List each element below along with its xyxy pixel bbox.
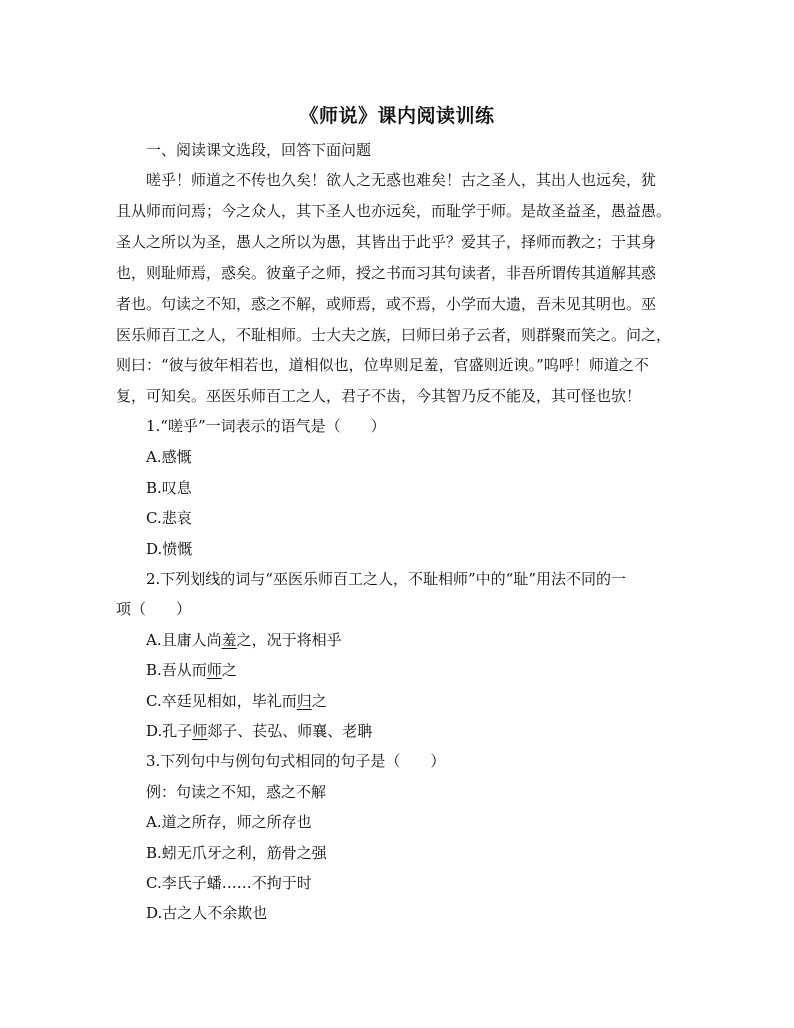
question-2-stem-line-2: 项（ ）	[116, 600, 192, 618]
option-text-after: 之	[221, 661, 237, 679]
passage-line-8: 复，可知矣。巫医乐师百工之人，君子不齿，今其智乃反不能及，其可怪也欤！	[116, 387, 642, 405]
underlined-word: 归	[296, 692, 312, 710]
passage-line-6: 医乐师百工之人，不耻相师。士大夫之族，曰师曰弟子云者，则群聚而笑之。问之，	[116, 326, 672, 344]
passage-line-1: 嗟乎！师道之不传也久矣！欲人之无惑也难矣！古之圣人，其出人也远矣，犹	[146, 171, 657, 189]
passage-line-4: 也，则耻师焉，惑矣。彼童子之师，授之书而习其句读者，非吾所谓传其道解其惑	[116, 264, 657, 282]
question-1-option-d: D.愤慨	[146, 540, 193, 558]
question-1-option-b: B.叹息	[146, 479, 192, 497]
document-title: 《师说》课内阅读训练	[299, 105, 495, 127]
option-text-before: 且庸人尚	[161, 631, 222, 649]
option-text-after: 郯子、苌弘、师襄、老聃	[207, 722, 373, 740]
option-text-after: 之	[311, 692, 327, 710]
passage-line-5: 者也。句读之不知，惑之不解，或师焉，或不焉，小学而大遗，吾未见其明也。巫	[116, 295, 657, 313]
question-2-option-c	[146, 691, 327, 711]
question-3-option-b: B.蚓无爪牙之利，筋骨之强	[146, 844, 327, 862]
question-1-option-c: C.悲哀	[146, 509, 192, 527]
underlined-word: 师	[206, 661, 222, 679]
question-3-option-d: D.古之人不余欺也	[146, 904, 268, 922]
option-label: C.	[146, 692, 162, 710]
passage-line-2: 且从师而问焉；今之众人，其下圣人也亦远矣，而耻学于师。是故圣益圣，愚益愚。	[116, 202, 672, 220]
question-3-option-a: A.道之所存，师之所存也	[146, 813, 312, 831]
question-2-option-d	[146, 721, 372, 741]
option-label: A.	[146, 631, 162, 649]
question-1-stem: 1.“嗟乎”一词表示的语气是（ ）	[146, 417, 386, 435]
option-text-after: 之，况于将相乎	[236, 631, 342, 649]
option-text-before: 卒廷见相如，毕礼而	[161, 692, 297, 710]
underlined-word: 羞	[221, 631, 237, 649]
option-label: B.	[146, 661, 162, 679]
option-text-before: 孔子	[162, 722, 193, 740]
question-1-option-a: A.感慨	[146, 448, 192, 466]
passage-line-7: 则曰：“彼与彼年相若也，道相似也，位卑则足羞，官盛则近谀。”呜呼！师道之不	[116, 356, 649, 374]
question-3-example: 例：句读之不知，惑之不解	[146, 783, 327, 801]
underlined-word: 师	[192, 722, 208, 740]
section-heading: 一、阅读课文选段，回答下面问题	[146, 141, 372, 159]
option-text-before: 吾从而	[161, 661, 207, 679]
question-2-option-a	[146, 630, 342, 650]
option-label: D.	[146, 722, 163, 740]
question-2-stem-line-1: 2.下列划线的词与“巫医乐师百工之人，不耻相师”中的“耻”用法不同的一	[146, 570, 626, 588]
passage-line-3: 圣人之所以为圣，愚人之所以为愚，其皆出于此乎？爱其子，择师而教之；于其身	[116, 233, 657, 251]
question-2-option-b	[146, 660, 237, 680]
question-3-option-c: C.李氏子蟠……不拘于时	[146, 874, 312, 892]
question-3-stem: 3.下列句中与例句句式相同的句子是（ ）	[146, 752, 446, 770]
